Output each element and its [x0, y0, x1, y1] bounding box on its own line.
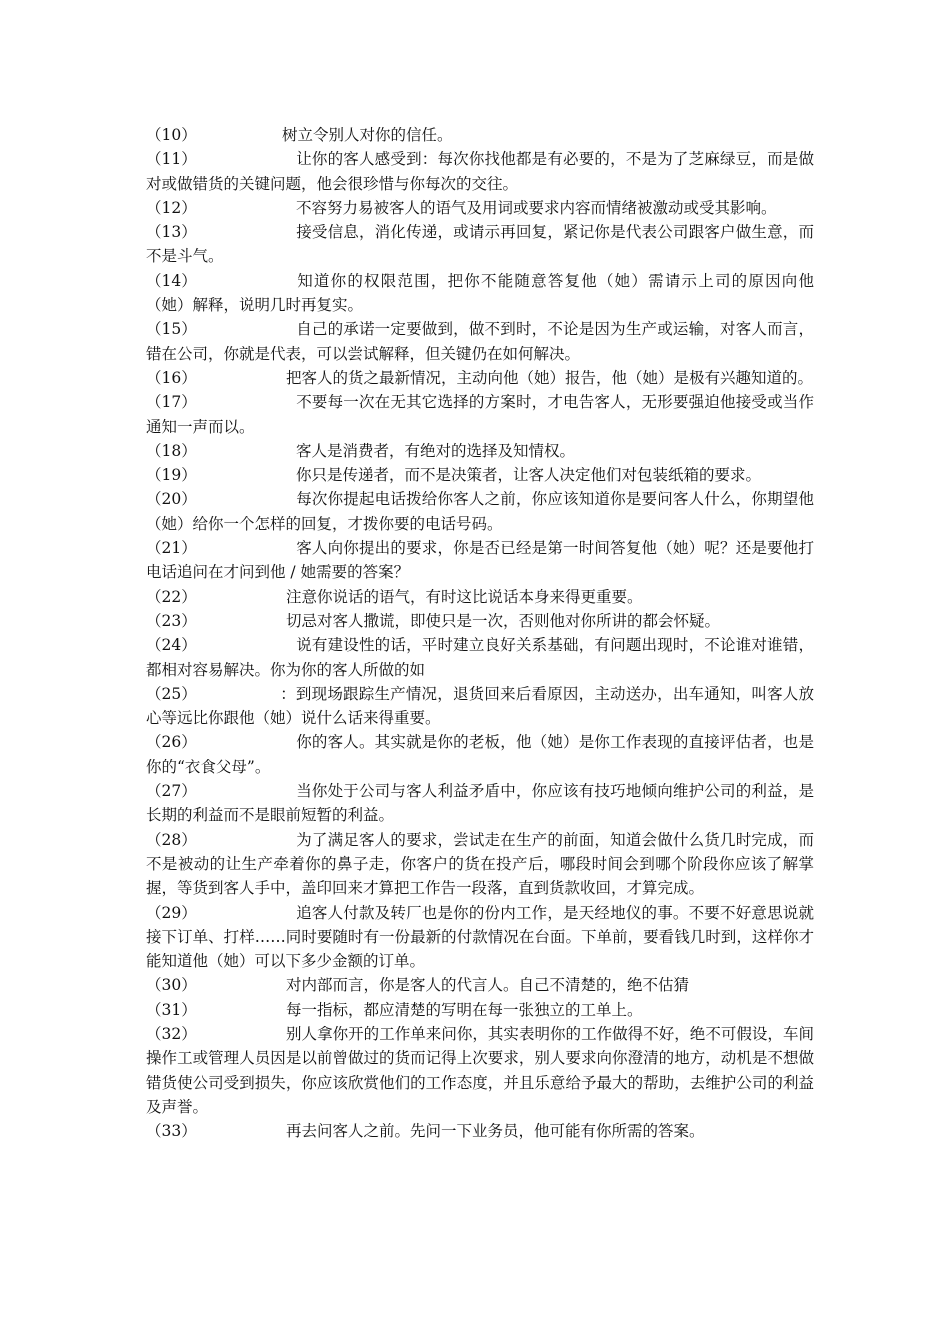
list-item	[146, 828, 814, 901]
list-item	[146, 147, 814, 196]
list-item	[146, 220, 814, 269]
item-number: （20）	[146, 490, 197, 509]
list-item	[146, 1022, 814, 1119]
item-text: 每一指标，都应清楚的写明在每一张独立的工单上。	[286, 1000, 643, 1019]
item-number: （31）	[146, 1000, 197, 1019]
item-number: （17）	[146, 393, 197, 412]
list-item	[146, 487, 814, 536]
item-number: （24）	[146, 636, 197, 655]
item-text: 接受信息，消化传递，或请示再回复，紧记你是代表公司跟客户做生意，而不是斗气。	[146, 223, 814, 266]
item-text: 为了满足客人的要求，尝试走在生产的前面，知道会做什么货几时完成，而不是被动的让生产牵着你的鼻子走，你客户的货在投产后，哪段时间会到哪个阶段你应该了解掌握，等货到客人手中，盖印回来才算把工作告一段落，直到货款收回，才算完成。	[146, 830, 814, 898]
item-text: ：到现场跟踪生产情况，退货回来后看原因，主动送办，出车通知，叫客人放心等远比你跟他（她）说什么话来得重要。	[146, 684, 814, 728]
item-text: 知道你的权限范围，把你不能随意答复他（她）需请示上司的原因向他（她）解释，说明几时再复实。	[146, 271, 814, 315]
list-item	[146, 317, 814, 366]
list-item	[146, 390, 814, 439]
item-number: （12）	[146, 198, 197, 217]
item-number: （28）	[146, 830, 197, 849]
item-number: （16）	[146, 368, 197, 387]
item-number: （25）	[146, 684, 197, 703]
item-text: 不要每一次在无其它选择的方案时，才电告客人，无形要强迫他接受或当作通知一声而以。	[146, 393, 814, 436]
list-item	[146, 269, 814, 318]
item-text: 客人向你提出的要求，你是否已经是第一时间答复他（她）呢？还是要他打电话追问在才问到他 / 她需要的答案？	[146, 539, 814, 582]
item-text: 把客人的货之最新情况，主动向他（她）报告，他（她）是极有兴趣知道的。	[286, 368, 814, 387]
list-item	[146, 609, 814, 633]
item-number: （13）	[146, 223, 197, 242]
item-number: （33）	[146, 1122, 197, 1141]
item-text: 每次你提起电话拨给你客人之前，你应该知道你是要问客人什么，你期望他（她）给你一个怎样的回复，才拨你要的电话号码。	[146, 490, 814, 533]
item-number: （29）	[146, 903, 197, 922]
item-text: 让你的客人感受到：每次你找他都是有必要的，不是为了芝麻绿豆，而是做对或做错货的关键问题，他会很珍惜与你每次的交往。	[146, 150, 814, 193]
item-text: 不容努力易被客人的语气及用词或要求内容而情绪被激动或受其影响。	[296, 198, 777, 217]
item-number: （32）	[146, 1024, 197, 1043]
item-number: （30）	[146, 976, 197, 995]
item-text: 追客人付款及转厂也是你的份内工作，是天经地仪的事。不要不好意思说就接下订单、打样……同时要随时有一份最新的付款情况在台面。下单前，要看钱几时到，这样你才能知道他（她）可以下多少金额的订单。	[146, 903, 814, 971]
list-item	[146, 682, 814, 731]
list-item	[146, 901, 814, 974]
list-item	[146, 366, 814, 390]
document-body	[146, 123, 814, 1143]
item-number: （27）	[146, 782, 197, 801]
list-item	[146, 463, 814, 487]
item-number: （23）	[146, 611, 197, 630]
list-item	[146, 633, 814, 682]
item-text: 说有建设性的话，平时建立良好关系基础，有问题出现时，不论谁对谁错，都相对容易解决。你为你的客人所做的如	[146, 636, 814, 679]
item-number: （21）	[146, 539, 197, 558]
list-item	[146, 123, 814, 147]
list-item	[146, 973, 814, 997]
item-number: （15）	[146, 320, 197, 339]
item-number: （26）	[146, 733, 197, 752]
list-item	[146, 536, 814, 585]
item-number: （19）	[146, 466, 197, 485]
item-text: 注意你说话的语气，有时这比说话本身来得更重要。	[286, 587, 643, 606]
item-text: 自己的承诺一定要做到，做不到时，不论是因为生产或运输，对客人而言，错在公司，你就是代表，可以尝试解释，但关键仍在如何解决。	[146, 320, 814, 363]
list-item	[146, 196, 814, 220]
item-text: 对内部而言，你是客人的代言人。自己不清楚的，绝不估猜	[286, 976, 690, 995]
item-text: 当你处于公司与客人利益矛盾中，你应该有技巧地倾向维护公司的利益，是长期的利益而不是眼前短暂的利益。	[146, 782, 814, 825]
list-item	[146, 439, 814, 463]
item-number: （18）	[146, 441, 197, 460]
item-number: （22）	[146, 587, 197, 606]
item-text: 树立令别人对你的信任。	[282, 126, 453, 144]
item-text: 你只是传递者，而不是决策者，让客人决定他们对包装纸箱的要求。	[296, 466, 762, 485]
list-item	[146, 585, 814, 609]
item-text: 别人拿你开的工作单来问你，其实表明你的工作做得不好，绝不可假设，车间操作工或管理人员因是以前曾做过的货而记得上次要求，别人要求向你澄清的地方，动机是不想做错货使公司受到损失，你应该欣赏他们的工作态度，并且乐意给予最大的帮助，去维护公司的利益及声誉。	[146, 1024, 814, 1116]
item-number: （14）	[146, 271, 197, 290]
item-text: 你的客人。其实就是你的老板，他（她）是你工作表现的直接评估者，也是你的“衣食父母”。	[146, 733, 814, 776]
list-item	[146, 779, 814, 828]
item-text: 再去问客人之前。先问一下业务员，他可能有你所需的答案。	[286, 1122, 705, 1141]
item-number: （11）	[146, 150, 197, 169]
list-item	[146, 730, 814, 779]
item-number: （10）	[146, 126, 197, 144]
item-text: 客人是消费者，有绝对的选择及知情权。	[296, 441, 576, 460]
item-text: 切忌对客人撒谎，即使只是一次，否则他对你所讲的都会怀疑。	[286, 611, 721, 630]
list-item	[146, 998, 814, 1022]
list-item	[146, 1119, 814, 1143]
